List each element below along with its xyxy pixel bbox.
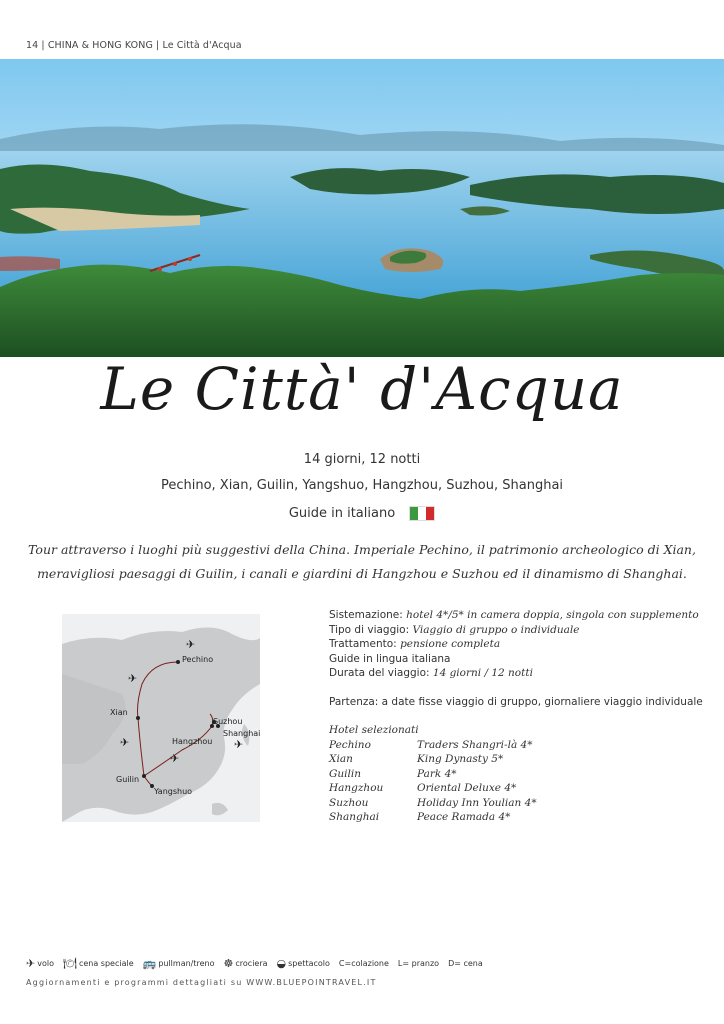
hotel-name: Park 4* [417,767,457,780]
hotel-row [329,767,689,782]
legend [26,958,489,969]
legend-dinner-code: D= cena [448,959,483,968]
hotel-city: Hangzhou [329,782,384,794]
hotel-name: Oriental Deluxe 4* [417,782,517,794]
china-route-map [62,614,260,822]
duration-text: 14 giorni, 12 notti [303,452,421,467]
legend-show-label: spettacolo [288,959,330,968]
hotel-name: Traders Shangri-là 4* [417,738,533,751]
legend-bus-label: pullman/treno [158,959,215,968]
page-header: 14 | CHINA & HONG KONG | Le Città d'Acqua [26,40,242,51]
departure-row: Partenza: a date fisse viaggio di gruppo, giornaliere viaggio individuale [329,695,703,708]
hotel-row [329,781,689,796]
hotel-name: King Dynasty 5* [417,753,504,765]
legend-breakfast: C=colazione [338,959,389,968]
svg-text:Guilin: Guilin [116,775,140,784]
accommodation-value: hotel 4*/5* in camera doppia, singola con supplemento [406,609,699,621]
hotel-row [329,810,689,825]
legend-cruise [224,958,268,969]
hotel-name: Peace Ramada 4* [417,811,511,823]
legend-cruise-label: crociera [235,959,268,968]
svg-text:Xian: Xian [110,708,128,717]
lake-landscape-illustration [0,59,724,357]
accommodation-row [329,608,699,623]
hotel-city: Pechino [329,738,371,751]
hotel-city: Shanghai [329,811,380,823]
hotel-city: Guilin [329,767,361,780]
trip-duration-label: Durata del viaggio: [329,667,430,679]
footer-text: Aggiornamenti e programmi dettagliati su WWW.BLUEPOINTRAVEL.IT [26,978,377,987]
italian-flag-icon [409,506,435,521]
guide-row [0,506,724,521]
bus-icon: 🚌 [142,957,157,970]
cutlery-icon: 🍽 [62,957,77,970]
fan-icon: ◒ [276,957,287,970]
svg-text:✈: ✈ [234,738,244,751]
hero-image [0,59,724,357]
trip-type-value: Viaggio di gruppo o individuale [412,623,580,636]
svg-text:Hangzhou: Hangzhou [172,737,213,746]
trip-duration-row [329,666,689,681]
trip-type-row [329,623,689,638]
svg-text:Suzhou: Suzhou [213,717,243,726]
legend-lunch: L= pranzo [397,959,440,968]
svg-text:✈: ✈ [128,672,138,685]
svg-text:✈: ✈ [170,752,180,765]
guide-language-row: Guide in lingua italiana [329,652,451,665]
svg-text:✈: ✈ [120,736,130,749]
route-map [62,614,260,822]
trip-duration-value: 14 giorni / 12 notti [432,667,533,679]
svg-text:Shanghai: Shanghai [223,729,260,738]
trip-info [329,608,703,825]
legend-dinner-label: cena speciale [78,959,134,968]
airplane-icon: ✈ [26,957,36,970]
hotel-name: Holiday Inn Youlian 4* [417,796,537,809]
hotel-row [329,796,689,811]
board-label: Trattamento: [329,638,397,650]
legend-dinner [63,958,134,969]
board-value: pensione completa [400,638,501,650]
hotels-heading: Hotel selezionati [329,724,419,736]
accommodation-label: Sistemazione: [329,609,403,621]
hotel-city: Suzhou [329,796,369,809]
legend-show [277,958,330,969]
legend-bus [143,958,215,969]
intro-paragraph: Tour attraverso i luoghi più suggestivi della China. Imperiale Pechino, il patrimonio archeologico di Xian, meravigliosi paesaggi di Guilin, i canali e giardini di Hangzhou e Suzhou ed il dinamismo di Shanghai. [28,542,696,581]
svg-text:✈: ✈ [186,638,196,651]
trip-type-label: Tipo di viaggio: [329,623,410,636]
guide-label: Guide in italiano [288,506,396,521]
svg-text:Yangshuo: Yangshuo [154,787,193,796]
page-title: Le Città' d'Acqua [100,355,624,423]
hotel-city: Xian [329,753,353,765]
hotel-row [329,752,689,767]
legend-flight-label: volo [37,959,54,968]
legend-flight [26,958,54,969]
ship-wheel-icon: ☸ [223,957,234,970]
svg-text:Pechino: Pechino [182,655,214,664]
hotel-row [329,738,689,753]
route-text: Pechino, Xian, Guilin, Yangshuo, Hangzhou, Suzhou, Shanghai [160,478,564,493]
board-row [329,637,689,652]
